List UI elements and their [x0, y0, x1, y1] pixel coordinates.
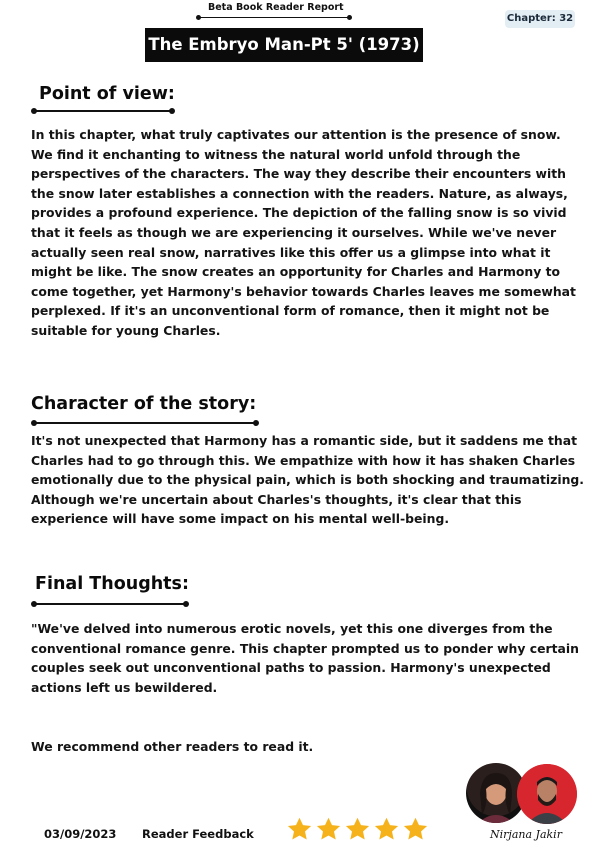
heading-underline: [33, 110, 173, 112]
star-icon: [373, 816, 400, 843]
star-icon: [402, 816, 429, 843]
section-body-character: It's not unexpected that Harmony has a romantic side, but it saddens me that Charles had to go through this. We empathize with how it has shaken Charles emotionally due to the physical pain, which is both shocking and traumatizing. Although we're uncertain about Charles's thoughts, it's clear that this experience will have some impact on his mental well-being.: [31, 433, 584, 527]
star-icon: [315, 816, 342, 843]
avatar-portrait-icon: [517, 764, 577, 824]
section-body-point-of-view: In this chapter, what truly captivates our attention is the presence of snow. We find it enchanting to witness the natural world unfold through the perspectives of the characters. The way they describe their encounters with the snow later establishes a connection with the readers. Nature, as always, provides a profound experience. The depiction of the falling snow is so vivid that it feels as though we are experiencing it ourselves. While we've never actually seen real snow, narratives like this offer us a glimpse into what it might be like. The snow creates an opportunity for Charles and Harmony to come together, yet Harmony's behavior towards Charles leaves me somewhat perplexed. If it's an unconventional form of romance, then it might not be suitable for young Charles.: [31, 127, 576, 338]
recommendation-text: We recommend other readers to read it.: [31, 739, 314, 754]
section-body-final-thoughts: "We've delved into numerous erotic novels, yet this one diverges from the conventional romance genre. This chapter prompted us to ponder why certain couples seek out unconventional paths to passion. Harmony's unexpected actions left us bewildered.: [31, 621, 579, 695]
reader-feedback-label: Reader Feedback: [142, 827, 254, 841]
heading-underline: [33, 422, 257, 424]
section-heading-character: Character of the story:: [31, 394, 257, 414]
review-date: 03/09/2023: [44, 827, 117, 841]
page-title: The Embryo Man-Pt 5' (1973): [145, 28, 423, 62]
star-icon: [286, 816, 313, 843]
heading-underline: [33, 603, 187, 605]
report-label-underline: [198, 17, 350, 18]
reviewer-names: Nirjana Jakir: [490, 828, 562, 841]
avatar: [517, 764, 577, 824]
rating-stars: [286, 816, 432, 844]
star-icon: [344, 816, 371, 843]
section-heading-final-thoughts: Final Thoughts:: [35, 574, 189, 594]
section-heading-point-of-view: Point of view:: [39, 84, 175, 104]
chapter-badge: Chapter: 32: [505, 10, 575, 28]
report-label: Beta Book Reader Report: [208, 2, 344, 13]
